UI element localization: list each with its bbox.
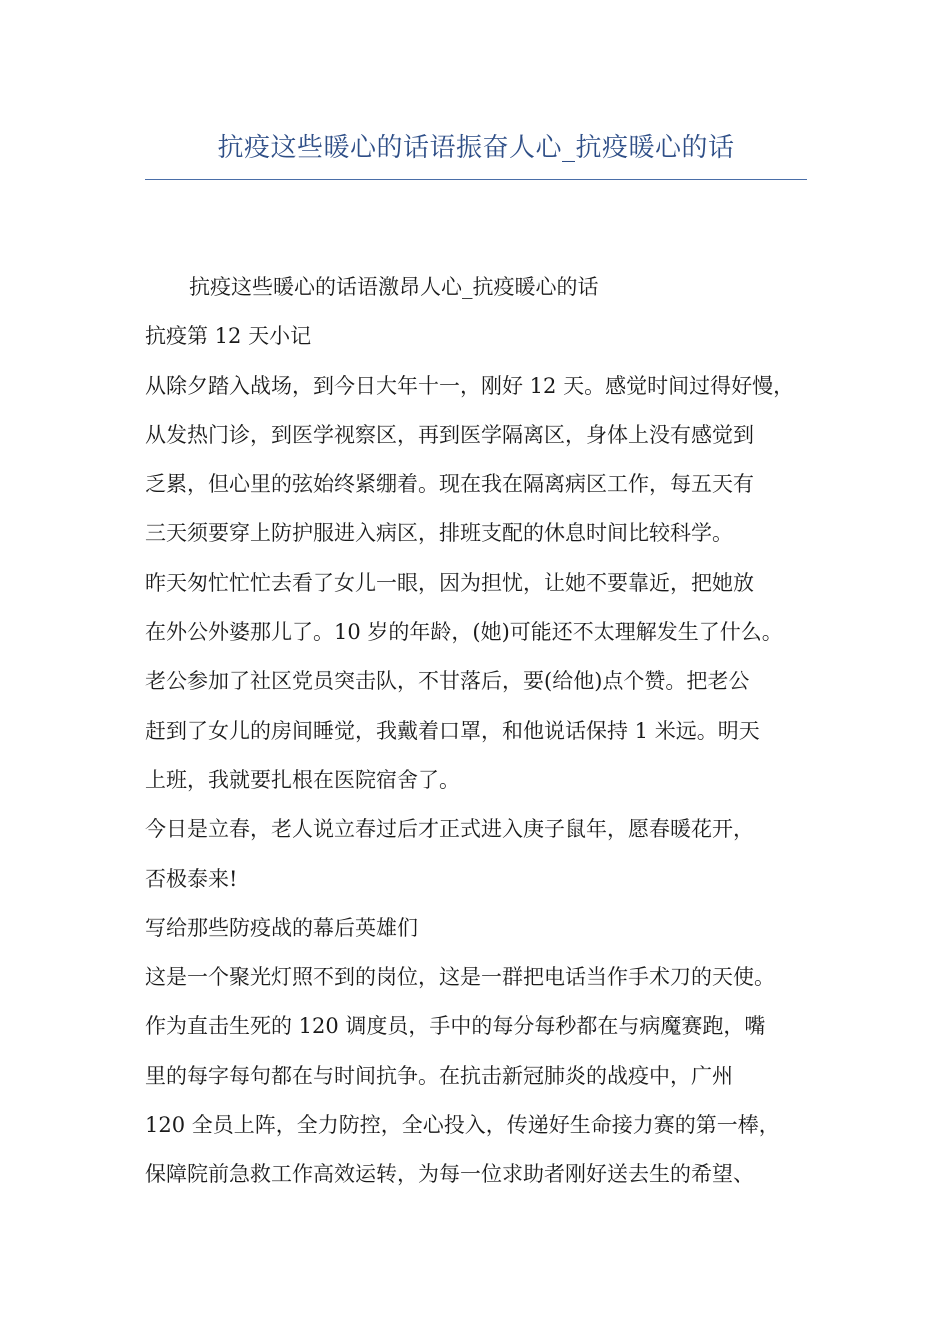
body-line: 在外公外婆那儿了。10 岁的年龄，(她)可能还不太理解发生了什么。 [145, 620, 783, 645]
body-line: 乏累，但心里的弦始终紧绷着。现在我在隔离病区工作，每五天有 [145, 472, 754, 497]
body-line: 上班，我就要扎根在医院宿舍了。 [145, 767, 460, 792]
body-line: 保障院前急救工作高效运转，为每一位求助者刚好送去生的希望、 [145, 1162, 754, 1187]
body-line: 昨天匆忙忙忙去看了女儿一眼，因为担忧，让她不要靠近，把她放 [145, 570, 754, 595]
body-line: 这是一个聚光灯照不到的岗位，这是一群把电话当作手术刀的天使。 [145, 965, 775, 990]
document-title: 抗疫这些暖心的话语振奋人心_抗疫暖心的话 [217, 133, 735, 163]
body-line: 否极泰来! [145, 866, 238, 891]
body-line: 老公参加了社区党员突击队，不甘落后，要(给他)点个赞。把老公 [145, 669, 750, 694]
body-line: 三天须要穿上防护服进入病区，排班支配的休息时间比较科学。 [145, 521, 733, 546]
body-line: 作为直击生死的 120 调度员，手中的每分每秒都在与病魔赛跑，嘴 [145, 1014, 766, 1039]
body-line: 120 全员上阵，全力防控，全心投入，传递好生命接力赛的第一棒， [145, 1113, 780, 1138]
body-line: 抗疫这些暖心的话语激昂人心_抗疫暖心的话 [189, 275, 599, 299]
document-body [145, 263, 825, 1200]
body-line: 写给那些防疫战的幕后英雄们 [145, 915, 418, 940]
body-line: 里的每字每句都在与时间抗争。在抗击新冠肺炎的战疫中，广州 [145, 1063, 733, 1088]
title-underline [145, 179, 807, 180]
body-line: 抗疫第 12 天小记 [145, 324, 312, 349]
body-line: 从发热门诊，到医学视察区，再到医学隔离区，身体上没有感觉到 [145, 422, 754, 447]
body-line: 今日是立春，老人说立春过后才正式进入庚子鼠年，愿春暖花开， [145, 817, 754, 842]
body-line: 赶到了女儿的房间睡觉，我戴着口罩，和他说话保持 1 米远。明天 [145, 718, 760, 743]
body-line: 从除夕踏入战场，到今日大年十一，刚好 12 天。感觉时间过得好慢， [145, 373, 795, 398]
